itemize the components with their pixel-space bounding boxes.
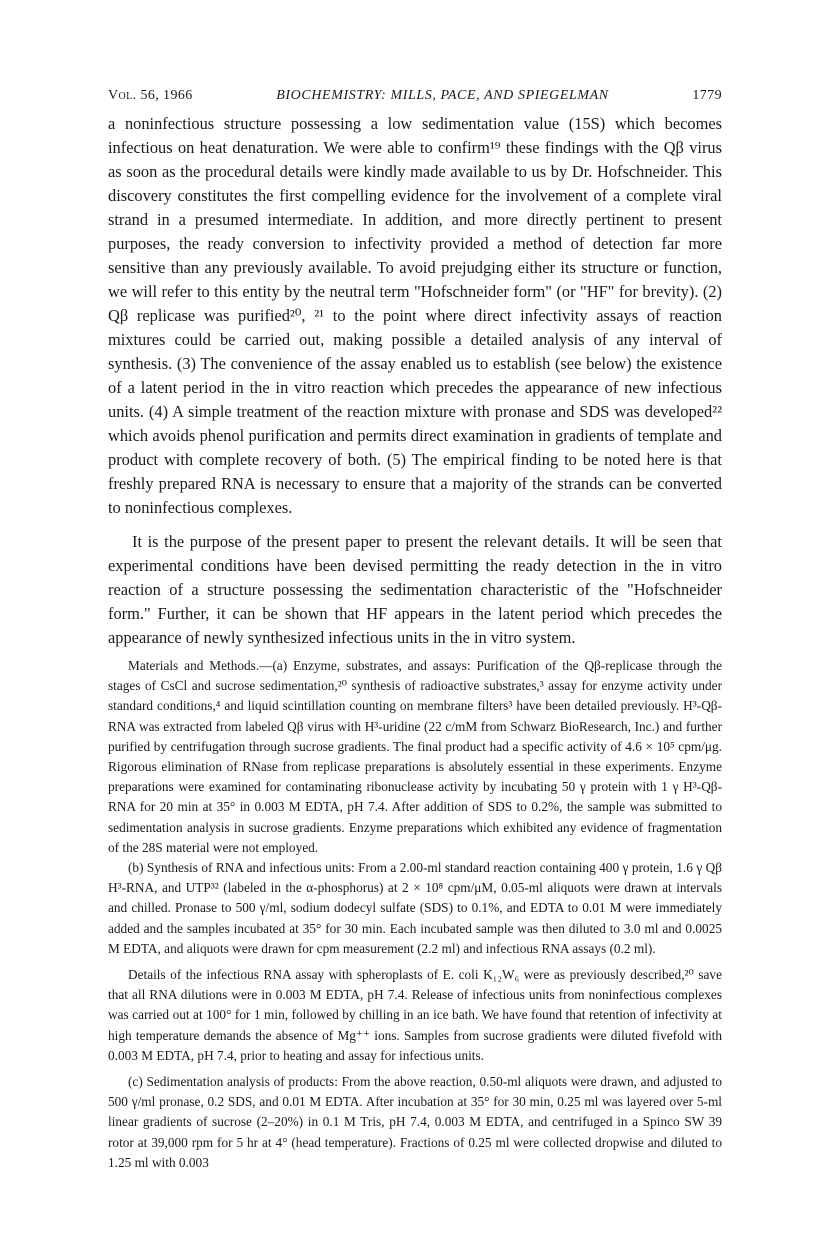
paragraph-continuation: a noninfectious structure possessing a low sedimentation value (15S) which becomes infectious on heat denaturation. We were able to confirm¹⁹ these findings with the Qβ virus as soon as the procedural details were kindly made available to us by Dr. Hofschneider. This discovery constitutes the first compelling evidence for the involvement of a complete viral strand in a presumed intermediate. In addition, and more directly pertinent to present purposes, the ready conversion to infectivity provided a method of detection far more sensitive than any previously available. To avoid prejudging either its structure or function, we will refer to this entity by the neutral term "Hofschneider form" (or "HF" for brevity). (2) Qβ replicase was purified²⁰, ²¹ to the point where direct infectivity assays of reaction mixtures could be carried out, making possible a detailed analysis of any interval of synthesis. (3) The convenience of the assay enabled us to establish (see below) the existence of a latent period in the in vitro reaction which precedes the appearance of new infectious units. (4) A simple treatment of the reaction mixture with pronase and SDS was developed²² which avoids phenol purification and permits direct examination in gradients of template and product with complete recovery of both. (5) The empirical finding to be noted here is that freshly prepared RNA is necessary to ensure that a majority of the strands can be converted to noninfectious complexes. — [108, 114, 722, 517]
journal-page — [108, 88, 722, 1173]
page-number: 1779 — [692, 88, 722, 103]
methods-synthesis: (b) Synthesis of RNA and infectious units: From a 2.00-ml standard reaction containing 400 γ protein, 1.6 γ Qβ H³-RNA, and UTP³² (labeled in the α-phosphorus) at 2 × 10⁸ cpm/μM, 0.05-ml aliquots were drawn at intervals and chilled. Pronase to 500 γ/ml, sodium dodecyl sulfate (SDS) to 0.1%, and EDTA to 0.01 M were immediately added and the samples incubated at 35° for 30 min. Each incubated sample was then diluted to 3.0 ml and 0.0025 M EDTA, and aliquots were drawn for cpm measurement (2.2 ml) and infectious RNA assays (0.2 ml). — [108, 860, 722, 956]
methods-infectious-assay: Details of the infectious RNA assay with spheroplasts of E. coli K₁₂W₆ were as previously described,²⁰ save that all RNA dilutions were in 0.003 M EDTA, pH 7.4. Release of infectious units from noninfectious complexes was carried out at 100° for 1 min, followed by chilling in an ice bath. We have found that retention of infectivity at high temperature demands the absence of Mg⁺⁺ ions. Samples from sucrose gradients were diluted fivefold with 0.003 M EDTA, pH 7.4, prior to heating and assay for infectious units. — [108, 967, 722, 1063]
paragraph-purpose: It is the purpose of the present paper to present the relevant details. It will be seen that experimental conditions have been devised permitting the ready detection in the in vitro reaction of a structure possessing the sedimentation characteristic of the "Hofschneider form." Further, it can be shown that HF appears in the latent period which precedes the appearance of newly synthesized infectious units in the in vitro system. — [108, 532, 722, 647]
main-text — [108, 112, 722, 650]
methods-section — [108, 656, 722, 1173]
methods-enzyme-assays: Materials and Methods.—(a) Enzyme, substrates, and assays: Purification of the Qβ-replicase through the stages of CsCl and sucrose sedimentation,²⁰ synthesis of radioactive substrates,³ assay for enzyme activity under standard conditions,⁴ and liquid scintillation counting on membrane filters³ have been detailed previously. H³-Qβ-RNA was extracted from labeled Qβ virus with H³-uridine (22 c/mM from Schwarz BioResearch, Inc.) and further purified by centrifugation through sucrose gradients. The final product had a specific activity of 4.6 × 10⁵ cpm/μg. Rigorous elimination of RNase from replicase preparations is absolutely essential in these experiments. Enzyme preparations were examined for contaminating ribonuclease activity by incubating 50 γ protein with 1 γ H³-Qβ-RNA for 20 min at 35° in 0.003 M EDTA, pH 7.4. After addition of SDS to 0.2%, the sample was submitted to sedimentation analysis in sucrose gradients. Enzyme preparations which exhibited any evidence of fragmentation of the 28S material were not employed. — [108, 658, 722, 855]
methods-sedimentation: (c) Sedimentation analysis of products: From the above reaction, 0.50-ml aliquots were drawn, and adjusted to 500 γ/ml pronase, 0.2 SDS, and 0.01 M EDTA. After incubation at 35° for 30 min, 0.25 ml was layered over 5-ml linear gradients of sucrose (2–20%) in 0.1 M Tris, pH 7.4, 0.003 M EDTA, and centrifuged in a Spinco SW 39 rotor at 39,000 rpm for 5 hr at 4° (head temperature). Fractions of 0.25 ml were collected dropwise and diluted to 1.25 ml with 0.003 — [108, 1074, 722, 1170]
running-header — [108, 88, 722, 104]
running-title: BIOCHEMISTRY: MILLS, PACE, AND SPIEGELMAN — [276, 88, 609, 103]
volume-label: Vol. 56, 1966 — [108, 88, 193, 103]
